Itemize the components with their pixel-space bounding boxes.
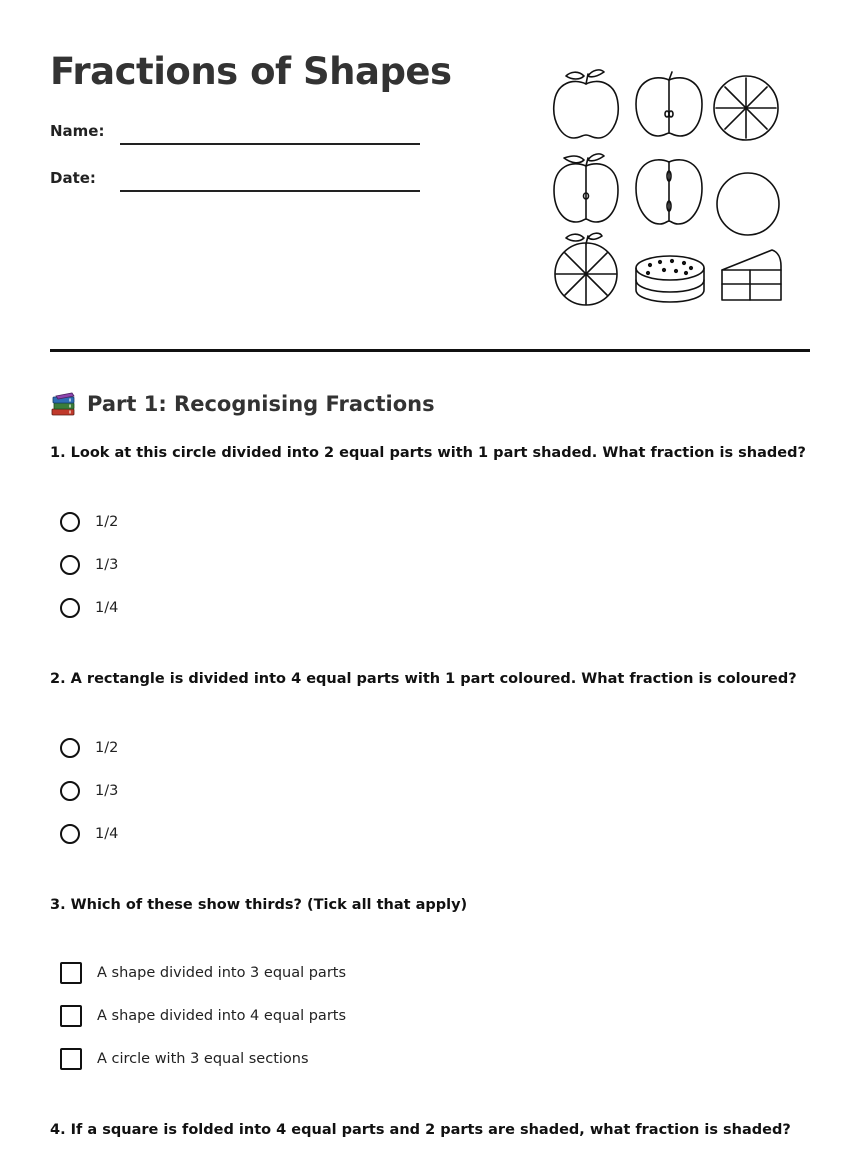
question-1-text: 1. Look at this circle divided into 2 equal parts with 1 part shaded. What fraction is shaded? — [50, 445, 806, 461]
books-icon — [50, 391, 77, 418]
option-label: A shape divided into 4 equal parts — [97, 1008, 347, 1024]
orange-cut-icon — [555, 233, 617, 305]
fruit-clipart — [548, 66, 788, 310]
circle-icon — [717, 173, 779, 235]
option-label: 1/2 — [95, 514, 119, 530]
checkbox[interactable] — [60, 1048, 82, 1070]
question-2-text: 2. A rectangle is divided into 4 equal parts with 1 part coloured. What fraction is coloured? — [50, 671, 797, 687]
section-header — [50, 388, 435, 420]
name-label: Name: — [50, 122, 105, 140]
section-title: Part 1: Recognising Fractions — [87, 392, 435, 416]
question-3-option-2[interactable] — [60, 1003, 346, 1029]
cake-slice-icon — [722, 250, 781, 300]
radio-button[interactable] — [60, 555, 80, 575]
radio-button[interactable] — [60, 781, 80, 801]
apple-cut-icon — [554, 154, 618, 222]
radio-button[interactable] — [60, 512, 80, 532]
cake-icon — [636, 256, 704, 302]
option-label: 1/4 — [95, 600, 119, 616]
question-1-option-2[interactable] — [60, 552, 118, 578]
question-4-text: 4. If a square is folded into 4 equal parts and 2 parts are shaded, what fraction is shaded? — [50, 1122, 791, 1138]
date-label: Date: — [50, 169, 96, 187]
question-2-option-3[interactable] — [60, 821, 118, 847]
radio-button[interactable] — [60, 598, 80, 618]
question-2-option-2[interactable] — [60, 778, 118, 804]
option-label: 1/3 — [95, 783, 119, 799]
section-divider — [50, 349, 810, 352]
checkbox[interactable] — [60, 962, 82, 984]
apple-whole-icon — [554, 70, 619, 138]
question-3-text: 3. Which of these show thirds? (Tick all that apply) — [50, 897, 468, 913]
date-field[interactable] — [120, 190, 420, 192]
option-label: 1/3 — [95, 557, 119, 573]
apple-halved-icon — [636, 72, 702, 136]
question-1-option-1[interactable] — [60, 509, 118, 535]
apple-split-icon — [636, 160, 702, 224]
option-label: A circle with 3 equal sections — [97, 1051, 309, 1067]
checkbox[interactable] — [60, 1005, 82, 1027]
question-1-option-3[interactable] — [60, 595, 118, 621]
option-label: 1/4 — [95, 826, 119, 842]
option-label: 1/2 — [95, 740, 119, 756]
name-field[interactable] — [120, 143, 420, 145]
option-label: A shape divided into 3 equal parts — [97, 965, 347, 981]
radio-button[interactable] — [60, 824, 80, 844]
orange-slices-icon — [714, 76, 778, 140]
question-2-option-1[interactable] — [60, 735, 118, 761]
question-3-option-3[interactable] — [60, 1046, 309, 1072]
radio-button[interactable] — [60, 738, 80, 758]
page-title: Fractions of Shapes — [50, 50, 452, 93]
question-3-option-1[interactable] — [60, 960, 346, 986]
